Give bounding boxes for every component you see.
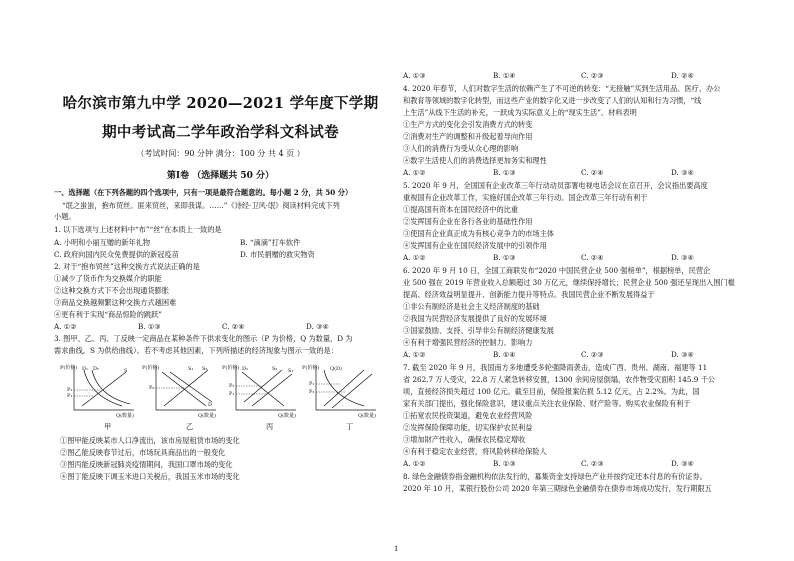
exam-title-line1: 哈尔滨市第九中学 2020—2021 学年度下学期 [62, 95, 379, 112]
q5-statement: ①提高国有资本在国民经济中的比重 [403, 205, 519, 214]
option: B. ①③ [493, 168, 516, 177]
option: D. ③④ [306, 322, 329, 331]
figure-jia [60, 364, 134, 419]
svg-text:P(价格): P(价格) [222, 365, 240, 371]
question-7: 7. 截至 2020 年 9 月，我国南方多地遭受多轮强降雨袭击，造成广西、贵州、湖南、福建等 11 [403, 363, 708, 372]
figure-ding [302, 364, 376, 419]
option: A. ①② [54, 322, 77, 331]
svg-text:P₂: P₂ [229, 383, 235, 389]
q6-statement: ③国家鼓励、支持、引导非公有制经济健康发展 [403, 326, 554, 335]
q4-statement: ④数字生活使人们的消费选择更加务实和理性 [403, 156, 547, 165]
svg-text:D₂: D₂ [93, 366, 100, 372]
svg-text:P₂: P₂ [309, 389, 315, 395]
q2-options [54, 322, 376, 331]
option: B. ①③ [493, 459, 516, 468]
question-3-cont: 需求曲线，S 为供给曲线）。若不考虑其他因素，下列所描述的经济现象与图示一致的是： [54, 346, 338, 355]
figure-captions [104, 422, 386, 432]
option: A. ①③ [403, 71, 426, 80]
question-7-cont: 家有关部门提出，强化保险意识，建议重点关注农业保险、财产险等。购买农业保险有利于 [403, 399, 691, 408]
option: B. ①④ [493, 71, 516, 80]
q3-statement: ④图丁能反映下调玉米进口关税后，我国玉米市场的变化 [60, 472, 240, 481]
q6-statement: ④有利于增强民营经济的控制力、影响力 [403, 338, 533, 347]
q3-statement: ②图乙能反映春节过后，市场玩具商品出的一般变化 [60, 448, 226, 457]
svg-text:S: S [124, 368, 128, 374]
question-7-cont: 顷，直接经济损失超过 100 亿元。截至目前，保险报案估损 5.12 亿元，占 2.2%。为此，国 [403, 387, 700, 396]
svg-text:P(价格): P(价格) [60, 365, 78, 371]
question-1: 1. 以下选项与上述材料中“布”“丝”在本质上一致的是 [54, 225, 222, 234]
svg-text:P₁: P₁ [67, 393, 73, 399]
q5-statement: ③使国有企业真正成为有核心竞争力的市场主体 [403, 229, 554, 238]
q4-statement: ①生产方式的变化会引发消费方式的转变 [403, 120, 533, 129]
option: C. ②④ [581, 253, 604, 262]
svg-text:D: D [208, 402, 213, 408]
q4-options [403, 168, 731, 177]
svg-text:Q(数量): Q(数量) [198, 413, 217, 419]
option: A. ①② [403, 350, 426, 359]
caption-bing: 丙 [266, 422, 274, 431]
svg-text:Q(数量): Q(数量) [358, 413, 377, 419]
option: C. ②④ [222, 322, 245, 331]
q7-statement: ①拓宽农民投资渠道，避免农业经营风险 [403, 411, 533, 420]
q1-option-c: C. 政府向国内民众免费提供的新冠疫苗 [54, 250, 179, 259]
q7-statement: ④有利于稳定农业经营，将风险转移给保险人 [403, 447, 547, 456]
q1-option-d: D. 市民捐赠的救灾物资 [240, 250, 315, 259]
q3-options [403, 71, 731, 80]
option: A. ①② [403, 253, 426, 262]
question-4: 4. 2020 年春节，人们对数字生活的依赖产生了不可逆的转变：“无接触”买到生活用品、医疗、办公 [403, 84, 721, 93]
q3-statement: ①图甲能反映某市人口净流出，该市房屋租赁市场的变化 [60, 436, 240, 445]
exam-title-line2: 期中考试高二学年政治学科文科试卷 [102, 124, 339, 141]
q6-statement: ②我国为民营经济发展提供了良好的发展环境 [403, 314, 547, 323]
svg-text:P₀: P₀ [149, 385, 155, 391]
passage-line: “氓之蚩蚩，抱布贸丝。匪来贸丝，来即我谋。……”《诗经·卫风·氓》阅读材料完成下列 [62, 201, 340, 210]
option: D. ③④ [671, 459, 694, 468]
q5-options [403, 253, 731, 262]
question-6: 6. 2020 年 9 月 10 日，全国工商联发布“2020 中国民营企业 500 强榜单”，根据榜单，民营企 [403, 266, 711, 275]
svg-text:Q(数量): Q(数量) [116, 413, 135, 419]
question-4-cont: 和教育等领域的数字化转型，而这些产业的数字化又进一步改变了人们的认知和行为习惯，“线 [403, 96, 702, 105]
option: C. ②③ [581, 350, 604, 359]
section-instructions: 一、选择题（在下列各题的四个选项中，只有一项是最符合题意的。每小题 2 分，共 50 分） [54, 188, 353, 197]
option: D. ③④ [671, 350, 694, 359]
q2-statement: ②这种交换方式下不会出现通货膨胀 [54, 286, 170, 295]
caption-jia: 甲 [104, 422, 112, 431]
svg-text:Q(D): Q(D) [330, 366, 343, 372]
option: D. ②④ [671, 71, 694, 80]
q3-statement: ③图丙能反映新冠肺炎疫情期间，我国口罩市场的变化 [60, 460, 233, 469]
question-3: 3. 图甲、乙、丙、丁反映一定商品在某种条件下供求变化的图示（P 为价格，Q 为数量，D 为 [54, 334, 353, 343]
question-6-cont: 提高、经济效益明显提升、创新能力提升等特点。我国民营企业不断发展得益于 [403, 290, 655, 299]
option: A. ①② [403, 459, 426, 468]
option: D. ③④ [671, 168, 694, 177]
question-7-cont: 省 262.7 万人受灾，22.8 万人紧急转移安置，1300 余间房屋倒塌，农作物受灾面积 145.9 千公 [403, 375, 715, 384]
question-6-cont: 业 500 强在 2019 年营业收入总额超过 30 万亿元，继续保持增长；民营企业 500 强还呈现出入围门槛 [403, 278, 735, 287]
q2-statement: ①减少了货币作为交换媒介的职能 [54, 274, 162, 283]
q7-options [403, 459, 731, 468]
q1-option-b: B. “滴滴”打车软件 [240, 238, 301, 247]
option: C. ②④ [581, 168, 604, 177]
svg-text:S₂: S₂ [272, 366, 278, 372]
page-number: 1 [394, 545, 399, 553]
section-title: 第Ⅰ卷 （选择题共 50 分） [166, 171, 275, 181]
svg-text:D₂: D₂ [242, 366, 249, 372]
question-5: 5. 2020 年 9 月，全国国有企业改革三年行动动员部署电视电话会议在京召开，会议指出要高度 [403, 181, 708, 190]
q2-statement: ④更有利于实现“商品惊险的跳跃” [54, 310, 162, 319]
question-2: 2. 对于“抱布贸丝”这种交换方式说法正确的是 [54, 262, 200, 271]
q6-options [403, 350, 731, 359]
svg-text:D₁: D₁ [82, 366, 89, 372]
q1-option-a: A. 小明和小丽互赠的新年礼物 [54, 238, 151, 247]
supply-demand-figures [60, 362, 380, 424]
option: B. ①④ [493, 350, 516, 359]
svg-text:S₁: S₁ [288, 368, 294, 374]
q7-statement: ③增加財产性收入，确保农民稳定增收 [403, 435, 526, 444]
option: C. ②③ [581, 71, 604, 80]
q2-statement: ③商品交换越频繁这种交换方式越困难 [54, 298, 177, 307]
svg-text:S₁: S₁ [188, 366, 194, 372]
figure-yi [142, 364, 216, 419]
option: D. ③④ [671, 253, 694, 262]
q4-statement: ③人们的消费行为受从众心理的影响 [403, 144, 519, 153]
question-5-cont: 重视国有企业改革工作，实施好国企改革三年行动。国企改革三年行动有利于 [403, 193, 648, 202]
question-4-cont: 上生活”从线下生活的补充，一跃成为实际意义上的“现实生活”。材料表明 [403, 108, 637, 117]
question-8-cont: 2020 年 10 月，某银行股份公司 2020 年第三期绿色金融债券在债券市场成功发行，发行期限五 [403, 484, 712, 493]
q5-statement: ②发挥国有企业在各行各业的基础性作用 [403, 217, 533, 226]
option: B. ①③ [138, 322, 161, 331]
svg-text:P₁: P₁ [309, 381, 315, 387]
passage-line: 小题。 [54, 212, 76, 221]
figure-bing [222, 364, 296, 419]
q5-statement: ④发挥国有企业在国民经济发展中的引领作用 [403, 241, 547, 250]
option: C. ②③ [581, 459, 604, 468]
svg-text:P₁: P₁ [229, 391, 235, 397]
exam-info: （考试时间：90 分钟 满分：100 分 共 4 页 ） [136, 149, 305, 158]
q4-statement: ②消费对生产的调整和升级起着导向作用 [403, 132, 533, 141]
option: B. ①③ [493, 253, 516, 262]
svg-text:S₂: S₂ [202, 366, 208, 372]
q7-statement: ②发挥保险保障功能，切实保护农民利益 [403, 423, 533, 432]
option: A. ①② [403, 168, 426, 177]
svg-text:P(价格): P(价格) [142, 365, 160, 371]
question-8: 8. 绿色金融债券指金融机构依法发行的，募集资金支持绿色产业并按约定还本付息的有价证券。 [403, 472, 707, 481]
svg-text:Q(数量): Q(数量) [278, 413, 297, 419]
svg-text:P₂: P₂ [67, 387, 73, 393]
q6-statement: ①非公有制经济是社会主义经济制度的基础 [403, 302, 540, 311]
caption-yi: 乙 [186, 422, 194, 431]
caption-ding: 丁 [346, 422, 354, 431]
svg-text:P(价格): P(价格) [302, 365, 320, 371]
